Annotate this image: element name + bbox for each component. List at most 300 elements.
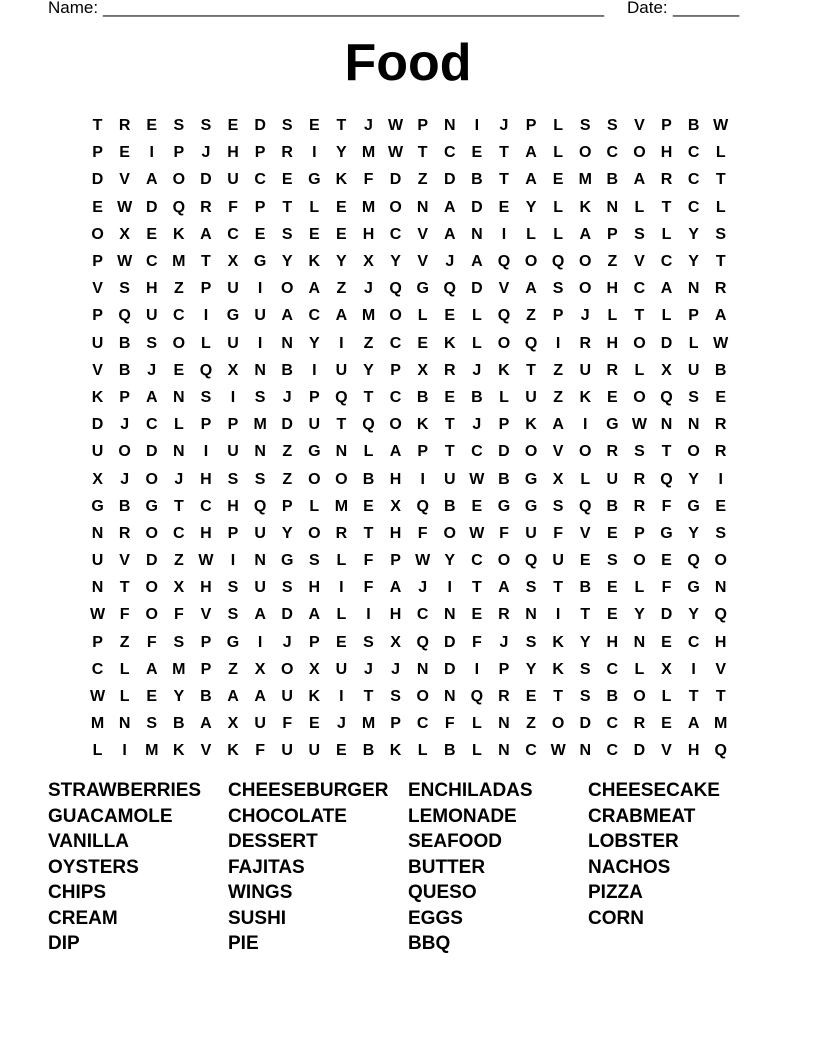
word-search-grid: [84, 112, 735, 765]
grid-letter: J: [364, 280, 373, 298]
grid-letter: E: [525, 688, 537, 706]
grid-letter: D: [633, 742, 646, 760]
grid-letter: I: [339, 334, 344, 352]
grid-letter: S: [525, 633, 537, 651]
grid-letter: F: [444, 715, 455, 733]
grid-row: [84, 248, 735, 275]
grid-letter: Y: [444, 552, 456, 570]
grid-letter: K: [443, 334, 456, 352]
grid-letter: D: [91, 171, 104, 189]
grid-row: [84, 302, 735, 329]
grid-letter: G: [687, 579, 700, 597]
grid-letter: N: [606, 198, 619, 216]
grid-letter: O: [524, 253, 538, 271]
grid-letter: A: [498, 579, 510, 597]
grid-letter: O: [579, 144, 592, 162]
grid-letter: F: [471, 633, 482, 651]
grid-letter: X: [417, 361, 428, 379]
grid-letter: O: [335, 470, 348, 488]
word-bank-item: DIP: [48, 933, 80, 954]
grid-letter: K: [579, 388, 592, 406]
grid-letter: A: [579, 225, 592, 243]
grid-letter: Q: [714, 606, 727, 624]
grid-letter: W: [388, 144, 404, 162]
grid-letter: A: [443, 198, 456, 216]
grid-letter: S: [308, 552, 320, 570]
grid-letter: A: [633, 171, 646, 189]
grid-letter: B: [362, 470, 375, 488]
grid-letter: M: [361, 198, 376, 216]
grid-letter: S: [552, 497, 564, 515]
grid-letter: Y: [688, 253, 699, 271]
grid-letter: Q: [660, 470, 673, 488]
word-bank-item: OYSTERS: [48, 856, 139, 878]
grid-letter: O: [308, 470, 321, 488]
grid-letter: S: [281, 117, 293, 135]
grid-letter: C: [389, 334, 402, 352]
grid-row: [84, 221, 735, 248]
grid-letter: Y: [336, 144, 347, 162]
grid-letter: C: [308, 307, 321, 325]
grid-letter: F: [173, 606, 184, 624]
grid-letter: W: [89, 688, 106, 706]
grid-letter: A: [552, 416, 564, 434]
grid-letter: S: [200, 117, 212, 135]
grid-letter: E: [417, 334, 428, 352]
grid-letter: G: [416, 280, 429, 298]
grid-letter: X: [92, 470, 103, 488]
grid-letter: S: [281, 225, 293, 243]
grid-row: [84, 574, 735, 601]
grid-letter: I: [203, 307, 209, 325]
grid-letter: J: [282, 633, 292, 651]
grid-letter: M: [334, 497, 349, 515]
grid-letter: O: [172, 171, 186, 189]
grid-letter: H: [606, 280, 619, 298]
grid-letter: L: [471, 715, 482, 733]
grid-letter: N: [443, 606, 456, 624]
grid-letter: G: [145, 497, 158, 515]
grid-letter: G: [606, 416, 619, 434]
grid-letter: U: [579, 361, 592, 379]
grid-letter: B: [118, 361, 131, 379]
grid-letter: B: [173, 715, 185, 733]
grid-letter: A: [525, 280, 537, 298]
grid-letter: E: [308, 117, 320, 135]
grid-letter: P: [498, 660, 510, 678]
grid-letter: C: [687, 144, 700, 162]
grid-letter: N: [254, 552, 266, 570]
grid-letter: Y: [281, 253, 293, 271]
grid-letter: B: [443, 742, 456, 760]
grid-letter: X: [552, 470, 564, 488]
grid-letter: Q: [443, 280, 456, 298]
grid-row: [84, 357, 735, 384]
word-bank: [48, 778, 768, 957]
grid-letter: D: [471, 198, 483, 216]
grid-letter: I: [501, 225, 507, 243]
grid-letter: Y: [173, 688, 185, 706]
grid-letter: N: [498, 742, 510, 760]
grid-letter: S: [173, 117, 185, 135]
grid-letter: V: [634, 117, 645, 135]
grid-letter: L: [309, 497, 320, 515]
grid-letter: A: [145, 171, 158, 189]
grid-letter: L: [471, 742, 482, 760]
grid-letter: I: [203, 443, 209, 461]
grid-letter: S: [606, 117, 618, 135]
grid-letter: X: [173, 579, 185, 597]
grid-letter: K: [91, 388, 104, 406]
grid-letter: I: [420, 470, 425, 488]
grid-letter: Y: [579, 633, 591, 651]
grid-letter: V: [92, 280, 103, 298]
grid-letter: N: [443, 688, 456, 706]
word-bank-item: CHIPS: [48, 882, 107, 903]
word-bank-item: STRAWBERRIES: [48, 780, 202, 801]
grid-letter: V: [92, 361, 103, 379]
grid-letter: R: [714, 443, 727, 461]
grid-letter: W: [713, 117, 729, 135]
grid-letter: L: [634, 198, 645, 216]
grid-letter: S: [119, 280, 130, 298]
grid-letter: S: [227, 470, 239, 488]
grid-letter: C: [145, 416, 158, 434]
grid-letter: L: [715, 144, 726, 162]
grid-letter: E: [552, 171, 564, 189]
grid-letter: G: [253, 253, 267, 271]
grid-letter: A: [335, 307, 348, 325]
grid-letter: Z: [526, 307, 536, 325]
grid-letter: A: [525, 171, 537, 189]
grid-letter: F: [417, 524, 428, 542]
grid-letter: Z: [417, 171, 428, 189]
grid-letter: N: [254, 361, 266, 379]
grid-letter: U: [335, 361, 348, 379]
grid-letter: S: [281, 579, 293, 597]
grid-letter: B: [579, 579, 592, 597]
grid-letter: J: [364, 117, 373, 135]
grid-letter: E: [471, 144, 483, 162]
grid-letter: R: [579, 334, 592, 352]
grid-letter: Y: [688, 225, 699, 243]
word-column: [588, 778, 768, 957]
grid-letter: P: [92, 633, 103, 651]
grid-letter: U: [91, 443, 104, 461]
grid-letter: H: [227, 497, 239, 515]
grid-letter: N: [579, 742, 592, 760]
grid-letter: D: [254, 117, 266, 135]
grid-letter: P: [92, 253, 103, 271]
grid-letter: K: [552, 633, 564, 651]
grid-letter: C: [91, 660, 104, 678]
grid-letter: E: [308, 225, 320, 243]
grid-letter: Q: [660, 388, 673, 406]
grid-letter: E: [173, 361, 185, 379]
grid-letter: E: [254, 225, 266, 243]
grid-letter: M: [361, 715, 376, 733]
word-bank-item: CHOCOLATE: [228, 805, 347, 827]
grid-letter: U: [91, 552, 104, 570]
grid-letter: X: [254, 660, 266, 678]
grid-letter: P: [552, 307, 564, 325]
grid-letter: G: [687, 497, 700, 515]
grid-letter: L: [661, 307, 672, 325]
grid-letter: L: [661, 225, 672, 243]
grid-letter: L: [499, 388, 509, 406]
grid-letter: K: [335, 171, 348, 189]
grid-letter: B: [498, 470, 510, 488]
grid-letter: L: [634, 361, 645, 379]
grid-letter: V: [417, 225, 428, 243]
grid-letter: B: [281, 361, 293, 379]
grid-letter: E: [444, 388, 456, 406]
word-bank-item: GUACAMOLE: [48, 805, 173, 827]
grid-row: [84, 438, 735, 465]
grid-letter: O: [633, 388, 646, 406]
grid-letter: E: [715, 497, 727, 515]
grid-letter: F: [146, 633, 157, 651]
grid-letter: Z: [228, 660, 238, 678]
grid-letter: B: [118, 497, 131, 515]
grid-letter: Q: [199, 361, 213, 379]
word-bank-item: BUTTER: [408, 856, 486, 878]
grid-letter: L: [580, 470, 591, 488]
grid-row: [84, 411, 735, 438]
grid-letter: B: [200, 688, 212, 706]
grid-letter: R: [443, 361, 456, 379]
grid-letter: W: [713, 334, 729, 352]
grid-letter: V: [715, 660, 727, 678]
grid-row: [84, 139, 735, 166]
grid-letter: U: [281, 742, 293, 760]
grid-row: [84, 683, 735, 710]
grid-letter: R: [335, 524, 348, 542]
grid-letter: C: [606, 144, 619, 162]
grid-letter: E: [119, 144, 130, 162]
grid-letter: O: [579, 253, 592, 271]
grid-letter: D: [660, 334, 673, 352]
grid-letter: T: [688, 688, 699, 706]
grid-letter: E: [661, 552, 672, 570]
grid-letter: I: [230, 552, 236, 570]
grid-letter: L: [553, 225, 564, 243]
grid-letter: P: [417, 117, 428, 135]
grid-letter: H: [200, 470, 212, 488]
grid-letter: U: [254, 307, 266, 325]
grid-letter: S: [390, 688, 401, 706]
grid-letter: C: [200, 497, 212, 515]
grid-letter: L: [553, 117, 564, 135]
grid-letter: C: [443, 144, 456, 162]
grid-letter: H: [389, 470, 402, 488]
grid-letter: P: [119, 388, 130, 406]
grid-letter: O: [633, 552, 646, 570]
grid-letter: U: [281, 688, 293, 706]
grid-letter: F: [363, 552, 374, 570]
grid-letter: Q: [579, 497, 592, 515]
grid-letter: W: [117, 253, 133, 271]
grid-letter: E: [336, 742, 347, 760]
grid-letter: J: [472, 416, 482, 434]
grid-letter: B: [714, 361, 727, 379]
grid-letter: Y: [688, 606, 699, 624]
grid-letter: C: [687, 633, 700, 651]
grid-row: [84, 112, 735, 139]
grid-letter: X: [661, 361, 672, 379]
grid-letter: L: [336, 552, 347, 570]
grid-letter: X: [227, 715, 239, 733]
grid-letter: E: [227, 117, 239, 135]
grid-letter: J: [499, 117, 509, 135]
grid-letter: I: [583, 416, 588, 434]
grid-letter: T: [336, 117, 347, 135]
grid-letter: A: [389, 579, 402, 597]
grid-letter: W: [117, 198, 133, 216]
grid-letter: L: [526, 225, 536, 243]
grid-letter: T: [715, 253, 726, 271]
grid-letter: W: [89, 606, 106, 624]
grid-letter: A: [145, 660, 158, 678]
grid-letter: A: [389, 443, 402, 461]
grid-letter: S: [146, 715, 158, 733]
grid-letter: O: [280, 660, 294, 678]
grid-letter: S: [579, 688, 591, 706]
grid-letter: U: [525, 524, 537, 542]
grid-letter: L: [309, 198, 320, 216]
grid-letter: G: [226, 633, 240, 651]
grid-letter: D: [471, 280, 483, 298]
grid-letter: O: [145, 579, 158, 597]
grid-letter: O: [687, 443, 700, 461]
grid-letter: L: [119, 660, 130, 678]
grid-letter: B: [362, 742, 375, 760]
grid-letter: L: [688, 334, 699, 352]
grid-letter: S: [579, 117, 591, 135]
grid-letter: G: [91, 497, 104, 515]
grid-letter: T: [471, 579, 482, 597]
grid-letter: R: [606, 361, 619, 379]
grid-letter: O: [633, 334, 646, 352]
grid-letter: Q: [687, 552, 700, 570]
grid-letter: V: [200, 606, 212, 624]
grid-letter: I: [339, 579, 344, 597]
grid-letter: J: [364, 660, 373, 678]
grid-letter: O: [91, 225, 104, 243]
grid-letter: E: [336, 225, 347, 243]
word-bank-item: LOBSTER: [588, 831, 679, 852]
grid-letter: D: [91, 416, 104, 434]
grid-letter: L: [715, 198, 726, 216]
grid-letter: O: [118, 443, 131, 461]
grid-letter: E: [146, 688, 158, 706]
word-bank-item: CRABMEAT: [588, 805, 696, 827]
grid-letter: T: [417, 144, 428, 162]
grid-letter: C: [660, 253, 673, 271]
grid-letter: C: [389, 225, 402, 243]
grid-row: [84, 166, 735, 193]
grid-letter: I: [339, 688, 344, 706]
grid-letter: N: [714, 579, 727, 597]
grid-letter: C: [687, 198, 700, 216]
grid-letter: P: [200, 660, 212, 678]
name-label: Name:: [48, 0, 99, 17]
grid-letter: C: [606, 742, 619, 760]
grid-letter: Q: [524, 552, 538, 570]
grid-letter: S: [715, 225, 727, 243]
grid-letter: E: [146, 117, 158, 135]
grid-row: [84, 493, 735, 520]
word-column: [228, 778, 408, 957]
worksheet-header: [48, 0, 748, 20]
grid-letter: C: [633, 280, 646, 298]
grid-letter: F: [363, 171, 374, 189]
word-bank-item: CHEESEBURGER: [228, 780, 389, 801]
grid-letter: E: [715, 388, 727, 406]
grid-letter: N: [687, 280, 700, 298]
grid-letter: D: [389, 171, 402, 189]
date-label: Date:: [627, 0, 668, 17]
grid-letter: S: [363, 633, 374, 651]
grid-letter: P: [281, 497, 293, 515]
grid-letter: I: [691, 660, 696, 678]
grid-letter: R: [118, 524, 131, 542]
grid-letter: O: [280, 280, 294, 298]
grid-letter: C: [145, 253, 158, 271]
grid-letter: Y: [525, 198, 537, 216]
grid-letter: O: [389, 416, 402, 434]
grid-letter: N: [335, 443, 348, 461]
grid-letter: S: [227, 606, 239, 624]
grid-letter: T: [363, 524, 374, 542]
grid-letter: R: [714, 416, 727, 434]
grid-letter: C: [471, 552, 483, 570]
grid-letter: O: [308, 524, 321, 542]
word-bank-item: VANILLA: [48, 831, 129, 852]
grid-letter: A: [687, 715, 700, 733]
grid-letter: V: [552, 443, 564, 461]
grid-letter: P: [92, 144, 103, 162]
word-bank-item: LEMONADE: [408, 805, 517, 827]
grid-letter: N: [633, 633, 646, 651]
grid-letter: J: [391, 660, 401, 678]
grid-letter: F: [661, 497, 672, 515]
grid-letter: Q: [253, 497, 267, 515]
grid-letter: O: [389, 198, 402, 216]
grid-letter: S: [227, 579, 239, 597]
grid-letter: T: [661, 443, 672, 461]
grid-letter: X: [390, 633, 401, 651]
grid-letter: V: [119, 171, 130, 189]
grid-letter: H: [606, 334, 619, 352]
grid-letter: O: [579, 443, 592, 461]
grid-letter: M: [172, 660, 186, 678]
grid-letter: Y: [363, 361, 374, 379]
grid-letter: A: [714, 307, 727, 325]
grid-letter: T: [715, 171, 726, 189]
grid-letter: Y: [336, 253, 347, 271]
grid-letter: Z: [526, 715, 536, 733]
grid-letter: P: [661, 117, 672, 135]
grid-letter: U: [525, 388, 537, 406]
grid-letter: G: [524, 497, 538, 515]
grid-letter: S: [634, 443, 645, 461]
grid-letter: C: [525, 742, 537, 760]
grid-letter: C: [687, 171, 700, 189]
grid-letter: S: [552, 280, 564, 298]
grid-letter: P: [254, 144, 266, 162]
grid-letter: E: [471, 606, 483, 624]
